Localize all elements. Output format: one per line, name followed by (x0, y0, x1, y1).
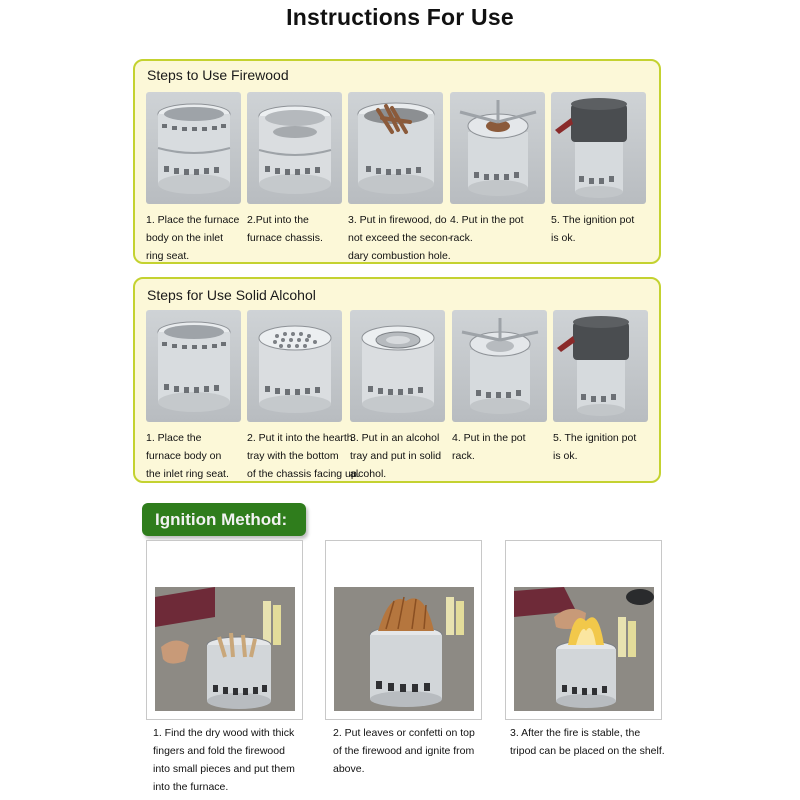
alcohol-step-1-caption: 1. Place the furnace body on the inlet ring seat. (146, 432, 229, 480)
ignition-step-2-card (325, 540, 482, 720)
alcohol-panel-heading: Steps for Use Solid Alcohol (147, 287, 316, 303)
firewood-step-4-caption: 4. Put in the pot rack. (450, 214, 524, 244)
firewood-step-1-caption: 1. Place the furnace body on the inlet ring seat. (146, 214, 240, 262)
ignition-step-1-card (146, 540, 303, 720)
alcohol-furnace-body-photo (146, 310, 241, 422)
alcohol-step-5 (553, 310, 648, 465)
firewood-step-2-caption: 2.Put into the furnace chassis. (247, 214, 323, 244)
alcohol-pot-on-stove-photo (553, 310, 648, 422)
ignition-method-badge: Ignition Method: (142, 503, 306, 536)
pot-on-stove-photo (551, 92, 646, 204)
furnace-body-photo (146, 92, 241, 204)
alcohol-step-4-caption: 4. Put in the pot rack. (452, 432, 526, 462)
alcohol-steps-panel (133, 277, 661, 483)
firewood-step-2 (247, 92, 342, 247)
firewood-step-3-caption: 3. Put in firewood, do not exceed the secon- dary combustion hole. (348, 214, 452, 262)
alcohol-step-5-caption: 5. The ignition pot is ok. (553, 432, 637, 462)
ignition-step-3-card (505, 540, 662, 720)
firewood-step-3 (348, 92, 452, 265)
alcohol-step-3-caption: 3. Put in an alcohol tray and put in solid alcohol. (350, 432, 442, 480)
ignition-step-2-caption: 2. Put leaves or confetti on top of the firewood and ignite from above. (333, 727, 475, 775)
alcohol-step-2-caption: 2. Put it into the hearth tray with the bottom of the chassis facing up. (247, 432, 360, 480)
alcohol-step-2 (247, 310, 360, 483)
hearth-tray-photo (247, 310, 342, 422)
firewood-steps-panel (133, 59, 661, 264)
furnace-chassis-photo (247, 92, 342, 204)
pot-rack-photo (450, 92, 545, 204)
alcohol-pot-rack-photo (452, 310, 547, 422)
ignition-step-1-caption: 1. Find the dry wood with thick fingers and fold the firewood into small pieces and put them into the furnace. (153, 727, 295, 793)
firewood-step-5-caption: 5. The ignition pot is ok. (551, 214, 635, 244)
alcohol-tray-photo (350, 310, 445, 422)
firewood-loaded-photo (348, 92, 443, 204)
leaves-ignition-photo (334, 587, 474, 711)
firewood-step-1 (146, 92, 241, 265)
firewood-panel-heading: Steps to Use Firewood (147, 67, 289, 83)
alcohol-step-1 (146, 310, 241, 483)
stable-fire-photo (514, 587, 654, 711)
alcohol-step-3 (350, 310, 445, 483)
ignition-step-3-caption: 3. After the fire is stable, the tripod can be placed on the shelf. (510, 727, 665, 757)
page-title: Instructions For Use (286, 4, 514, 30)
alcohol-step-4 (452, 310, 547, 465)
firewood-step-4 (450, 92, 545, 247)
firewood-step-5 (551, 92, 646, 247)
dry-wood-photo (155, 587, 295, 711)
